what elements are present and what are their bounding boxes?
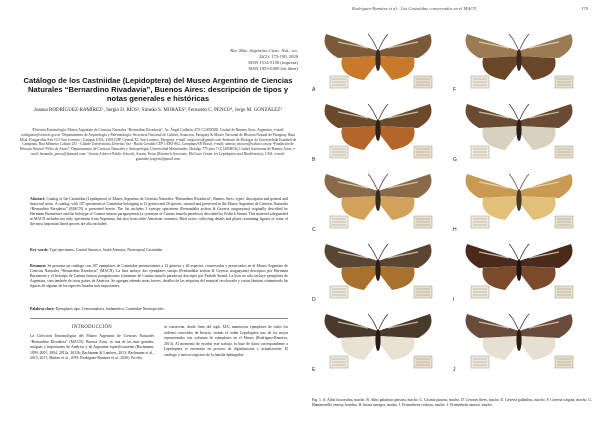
antenna-left <box>368 314 377 329</box>
article-authors: Joanna RODRÍGUEZ-RAMÍREZ¹, Sergio D. RÍOS², Simeão S. MORAES³, Fernando C. PENCO⁴, Jorge M. GONZÁLEZ⁵ <box>33 108 283 113</box>
figure-panel-d <box>310 236 451 306</box>
antenna-left <box>509 314 518 329</box>
resumen-label: Resumen: <box>30 264 47 268</box>
moth-forewing-left <box>466 34 520 58</box>
panel-label: A <box>312 87 316 93</box>
journal-info <box>178 48 298 72</box>
antenna-right <box>520 314 529 329</box>
moth-body <box>375 119 380 141</box>
running-title: Rodríguez-Ramírez et al.: Los Castniidae conservados en el MACN <box>352 6 477 11</box>
moth-specimen-image <box>310 166 451 236</box>
figure-plate <box>310 26 592 378</box>
moth-forewing-left <box>325 174 379 198</box>
keywords-label: Key words: <box>30 248 49 252</box>
page-number: 170 <box>581 6 588 11</box>
antenna-right <box>379 314 388 329</box>
panel-label: F <box>453 87 457 93</box>
moth-forewing-left <box>325 34 379 58</box>
moth-forewing-left <box>466 174 520 198</box>
journal-volume: 22(2): 173-190, 2020 <box>258 54 298 59</box>
figure-panel-i <box>451 236 592 306</box>
figure-panel-h <box>451 166 592 236</box>
antenna-right <box>379 244 388 259</box>
moth-forewing-right <box>519 104 573 128</box>
moth-forewing-left <box>325 104 379 128</box>
figure-caption: Fig. 1. A. Athis fuscorubra, macho. B. Athis palatinus pinsoni, macho. C. Castnia juturna, macho. D. Cerones thees, macho. E. Geyeria galanthus, macho. F. Geyeria strigata, macho. G. Hamimenilla venosa, hembra. H. Imara satrapes, macho. I. Prometheus cochrus, macho. J. Prometheus sanessi, macho. <box>312 398 592 407</box>
moth-body <box>516 49 521 71</box>
figure-panel-a <box>310 26 451 96</box>
article-affiliations: ¹División Entomología, Museo Argentino de Ciencias Naturales “Bernardino Rivadavia”, Av. Ángel Gallardo 470, C1405DJR, Ciudad de Buenos Aires, Argentina, e-mail: rodriguezr@conicet.gov.ar ²Departamento de Arqueología y Paleontología, Secretaría Nacional de Cultura, Asunción, Paraguay & Museo Nacional de Historia Natural de Paraguay, Ruta Mcal. Estigarribia Km 10,5 San Lorenzo / Campus UNA, 2169 CDP, Central XI, San Lorenzo, Paraguay. e-mail: sergiorios@gmail.com ³Instituto de Biologia da Universidade Estadual de Campinas, Rua Monteiro Lobato 255 - Cidade Universitária Zeferino Vaz - Barão Geraldo CEP 13083-862, Campinas/SP, Brasil. e-mail: simeao_moraes@yahoo.com.br ⁴Fundación de Historia Natural “Félix de Azara”, Departamento de Ciencias Naturales y Antropología, Universidad Maimónides, Hidalgo 775 piso 7 (C1405BCK) Ciudad Autónoma de Buenos Aires; e-mail: fernando_penco@hotmail.com. ⁵Austin Achieve Public Schools, Austin, Texas (Research Associate, McGuire Center for Lepidoptera and Biodiversity), USA. e-mail: gonzalez.jorge.m@gmail.com <box>19 128 297 161</box>
moth-hindwing-right <box>378 266 415 290</box>
antenna-right <box>379 104 388 119</box>
palabras-label: Palabras clave: <box>30 307 55 311</box>
moth-body <box>375 259 380 281</box>
panel-label: G <box>453 157 457 163</box>
moth-specimen-image <box>451 96 592 166</box>
moth-body <box>375 329 380 351</box>
antenna-left <box>509 34 518 49</box>
antenna-left <box>368 244 377 259</box>
moth-hindwing-right <box>378 196 415 220</box>
moth-specimen-image <box>451 236 592 306</box>
intro-heading: INTRODUCCIÓN <box>71 325 113 330</box>
intro-column-1: La Colección Entomológica del Museo Argentino de Ciencias Naturales “Bernardino Rivadavia” (MACN), Buenos Aires, es una de las más grandes, antiguas e importantes de América y de Argentina específicamente (Bachmann, 1999, 2001, 2004, 2012a, 2012b; Bachmann & Lambert, 2013; Bachmann et al., 2015, 2017; Mulieri et al., 2019; Rodríguez-Ramírez et al., 2020). En ella <box>30 334 154 361</box>
moth-forewing-right <box>378 174 432 198</box>
moth-forewing-right <box>378 314 432 338</box>
panel-label: E <box>312 367 316 373</box>
moth-specimen-image <box>310 236 451 306</box>
moth-hindwing-right <box>519 56 556 80</box>
journal-issn-online: ISSN 1853-0400 (en línea) <box>248 66 298 71</box>
moth-forewing-left <box>466 104 520 128</box>
moth-body <box>375 189 380 211</box>
antenna-right <box>520 174 529 189</box>
antenna-left <box>368 104 377 119</box>
moth-forewing-right <box>519 174 573 198</box>
abstract-block <box>30 197 288 226</box>
keywords-block <box>30 248 288 253</box>
moth-body <box>516 259 521 281</box>
journal-name: Rev. Mus. Argentino Cienc. Nat., n.s. <box>230 48 298 53</box>
moth-hindwing-right <box>378 56 415 80</box>
moth-hindwing-right <box>378 126 415 150</box>
figure-panel-g <box>451 96 592 166</box>
moth-body <box>516 329 521 351</box>
moth-specimen-image <box>310 96 451 166</box>
figure-panel-c <box>310 166 451 236</box>
moth-forewing-left <box>466 314 520 338</box>
moth-forewing-right <box>519 34 573 58</box>
figure-panel-e <box>310 306 451 376</box>
panel-label: J <box>453 367 456 373</box>
moth-hindwing-right <box>378 336 415 360</box>
palabras-block <box>30 307 288 312</box>
moth-forewing-right <box>519 314 573 338</box>
moth-specimen-image <box>451 26 592 96</box>
moth-hindwing-right <box>519 266 556 290</box>
panel-label: C <box>312 227 316 233</box>
moth-hindwing-right <box>519 196 556 220</box>
panel-label: I <box>453 297 455 303</box>
running-header <box>352 6 588 16</box>
antenna-left <box>368 174 377 189</box>
moth-forewing-right <box>519 244 573 268</box>
figure-panel-f <box>451 26 592 96</box>
intro-column-2: se conservan, desde fines del siglo XIX, numerosos ejemplares de todos los órdenes conocidos de Insecta, siendo el orden Lepidoptera uno de los mejor representados con volumen de ejemplares en el Museo (Rodríguez-Ramírez, 2014). Al momento de escribir este trabajo, la base de datos correspondiente a Lepidoptera se encuentra en proceso de digitalización y actualización. El catálogo y nuevos registros de la familia Sphingidae <box>164 325 288 357</box>
journal-issn-print: ISSN 1514-5158 (impresa) <box>248 60 298 65</box>
figure-panel-j <box>451 306 592 376</box>
moth-specimen-image <box>310 306 451 376</box>
moth-specimen-image <box>310 26 451 96</box>
figure-panel-b <box>310 96 451 166</box>
antenna-right <box>520 104 529 119</box>
moth-body <box>516 119 521 141</box>
antenna-left <box>509 174 518 189</box>
moth-forewing-left <box>325 314 379 338</box>
moth-forewing-right <box>378 104 432 128</box>
panel-label: H <box>453 227 457 233</box>
antenna-right <box>520 244 529 259</box>
article-title: Catálogo de los Castniidae (Lepidoptera) del Museo Argentino de Ciencias Naturales “Bernardino Rivadavia”, Buenos Aires: descripción de tipos y notas generales e históricas <box>23 76 293 104</box>
resumen-text: Se presenta un catálogo con 107 ejemplares de Castniidae pertenecientes a 12 géneros y 26 especies, conservados y preservados en el Museo Argentino de Ciencias Naturales “Bernardino Rivadavia” (MACN). La lista incluye dos ejemplares sintipo (Frenandalia archon & Geyeria uruguayana) descriptos por Hermann Burmeister y el holotipo de Castnia futurus paraguayensis (sinónimo de Castnia insuela paradoxa) descripto por Embrik Strand. La lista no sólo incluye ejemplares de Argentina, sino también de otros países de América. Se agregan además notas breves, detalles de las etiquetas del material recolectado y varias láminas conteniendo las figuras de algunas de las especies listadas más importantes. <box>30 264 288 288</box>
antenna-right <box>379 174 388 189</box>
antenna-right <box>520 34 529 49</box>
keywords-text: Type specimens, Central America, South America, Neotropical Castniidae. <box>49 248 164 252</box>
moth-forewing-left <box>466 244 520 268</box>
moth-hindwing-right <box>519 336 556 360</box>
abstract-label: Abstract: <box>30 197 46 201</box>
antenna-right <box>379 34 388 49</box>
moth-hindwing-right <box>519 126 556 150</box>
antenna-left <box>509 244 518 259</box>
moth-forewing-right <box>378 244 432 268</box>
moth-specimen-image <box>451 166 592 236</box>
panel-label: B <box>312 157 316 163</box>
antenna-left <box>509 104 518 119</box>
section-divider <box>30 318 288 319</box>
abstract-text: Catalog of the Castniidae (Lepidoptera) of Museo Argentino de Ciencias Naturales “Bernardino Rivadavia”, Buenos Aires: types’ description and general and historical notes. A catalog, with 107 specimens of Castniidae belonging to 12 genera and 26 species, curated and preserved in the Museo Argentino de Ciencias Naturales “Bernardino Rivadavia” (MACN) is presented herein. The list includes 3 syntype specimens (Frenandalia archon & Geyeria uruguayana) originally described by Hermann Burmeister and the holotype of Castnia futurus paraguayensis (a synonym of Castnia insuela paradoxa) described by Erdrich Strand. This material safeguarded at MACN includes not only specimens from Argentina, but also from other American countries. Brief notes, collecting details and plates containing figures of some of the most important listed species are also included. <box>30 197 289 226</box>
resumen-block <box>30 264 288 289</box>
moth-body <box>375 49 380 71</box>
moth-body <box>516 189 521 211</box>
palabras-text: Ejemplares tipo, Centroamérica, Sudamérica, Castniidae Neotropicales. <box>55 307 165 311</box>
antenna-left <box>368 34 377 49</box>
panel-label: D <box>312 297 316 303</box>
moth-specimen-image <box>451 306 592 376</box>
moth-forewing-right <box>378 34 432 58</box>
moth-forewing-left <box>325 244 379 268</box>
